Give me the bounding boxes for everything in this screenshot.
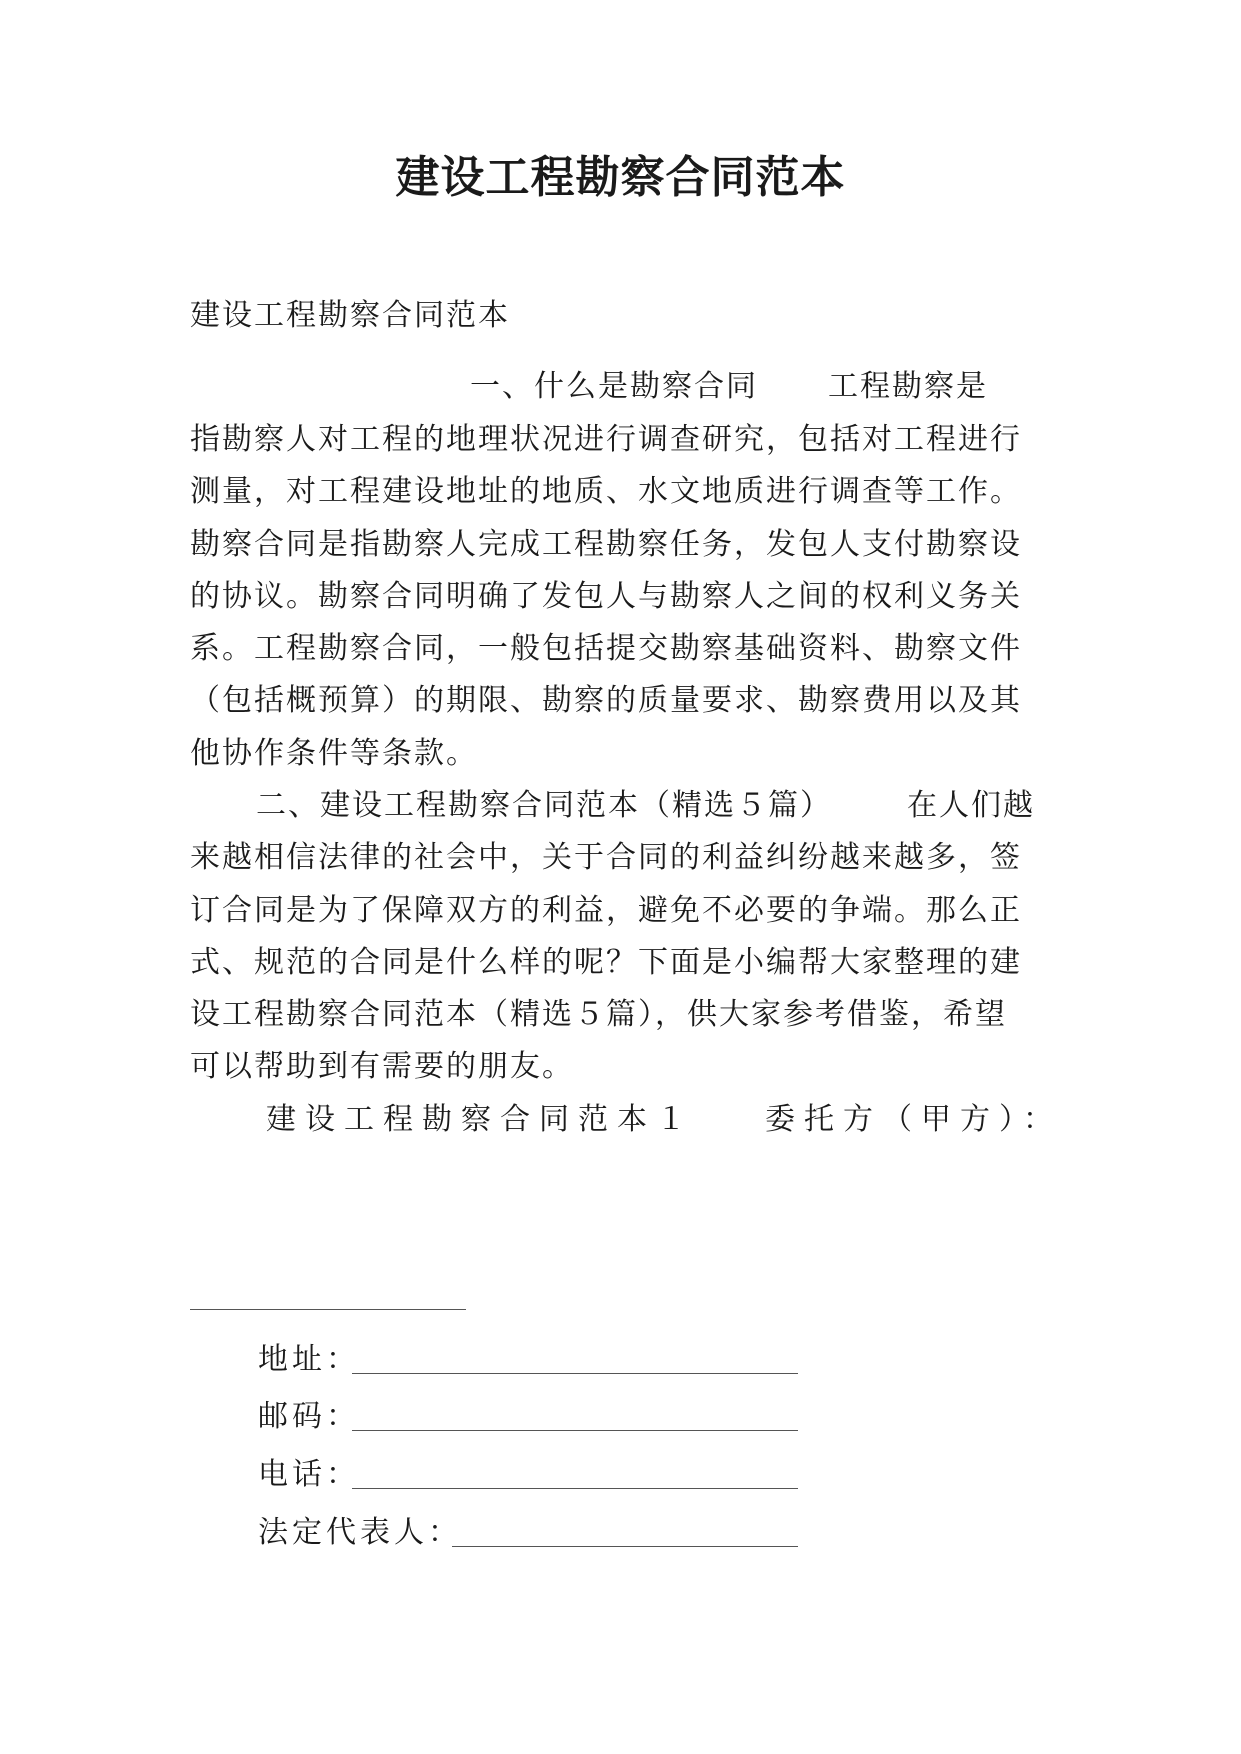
contract1-heading: 建设工程勘察合同范本１ [266, 1102, 695, 1137]
section1-line: 测量，对工程建设地址的地质、水文地质进行调查等工作。 [190, 474, 1022, 509]
section1-line: 的协议。勘察合同明确了发包人与勘察人之间的权利义务关 [190, 579, 1022, 614]
section1-heading: 一、什么是勘察合同 [470, 369, 758, 404]
section2-line: 式、规范的合同是什么样的呢？下面是小编帮大家整理的建 [190, 945, 1022, 980]
party-a-label: 委托方（甲方）： [765, 1102, 1062, 1137]
section2-heading: 二、建设工程勘察合同范本（精选５篇） [256, 788, 832, 823]
address-label: 地址： [258, 1342, 360, 1377]
section1-heading-line [470, 367, 988, 407]
section1-lead: 工程勘察是 [828, 369, 988, 404]
party-a-blank[interactable] [190, 1309, 466, 1310]
section2-line: 设工程勘察合同范本（精选５篇），供大家参考借鉴，希望 [190, 997, 1007, 1032]
section2-lead: 在人们越 [907, 788, 1035, 823]
section1-line: 他协作条件等条款。 [190, 736, 478, 771]
document-title: 建设工程勘察合同范本 [395, 152, 846, 203]
section2-heading-line [256, 786, 1035, 826]
section2-line: 可以帮助到有需要的朋友。 [190, 1049, 574, 1084]
document-subtitle: 建设工程勘察合同范本 [190, 298, 510, 333]
section1-line: 系。工程勘察合同，一般包括提交勘察基础资料、勘察文件 [190, 631, 1022, 666]
phone-blank[interactable] [352, 1488, 798, 1489]
contract1-heading-line [266, 1100, 1062, 1140]
postcode-label: 邮码： [258, 1399, 360, 1434]
phone-label: 电话： [258, 1457, 360, 1492]
section2-line: 来越相信法律的社会中，关于合同的利益纠纷越来越多，签 [190, 840, 1022, 875]
postcode-blank[interactable] [352, 1430, 798, 1431]
section1-line: （包括概预算）的期限、勘察的质量要求、勘察费用以及其 [190, 683, 1022, 718]
section2-line: 订合同是为了保障双方的利益，避免不必要的争端。那么正 [190, 893, 1022, 928]
address-blank[interactable] [352, 1373, 798, 1374]
section1-line: 勘察合同是指勘察人完成工程勘察任务，发包人支付勘察设 [190, 527, 1022, 562]
legal-representative-label: 法定代表人： [258, 1515, 462, 1550]
legal-representative-blank[interactable] [452, 1546, 798, 1547]
section1-line: 指勘察人对工程的地理状况进行调查研究，包括对工程进行 [190, 422, 1022, 457]
